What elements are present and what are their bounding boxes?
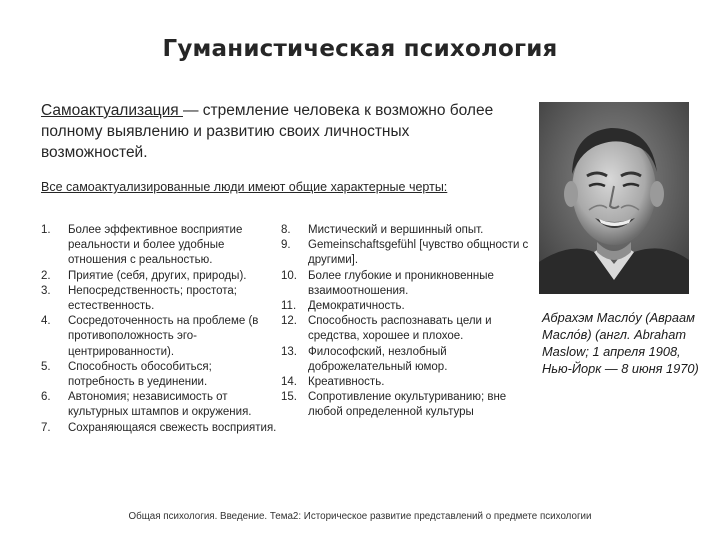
list-item-number: 8. <box>281 224 291 236</box>
list-item-text: Приятие (себя, других, природы). <box>68 269 247 282</box>
portrait-illustration <box>539 102 689 294</box>
list-item <box>41 421 281 436</box>
list-item-text: Gemeinschaftsgefühl [чувство общности с другими]. <box>308 239 529 267</box>
intro-term: Самоактуализация <box>41 102 183 119</box>
list-item-number: 4. <box>41 315 51 328</box>
list-item-text: Демократичность. <box>308 300 405 313</box>
list-item-text: Способность обособиться; потребность в уединении. <box>68 360 212 389</box>
list-item <box>41 314 281 360</box>
list-item-number: 9. <box>281 239 291 252</box>
list-item-text: Более эффективное восприятие реальности и более удобные отношения с реальностью. <box>68 224 243 267</box>
list-item-number: 1. <box>41 224 51 236</box>
list-item <box>281 269 531 299</box>
portrait-photo <box>539 102 689 294</box>
list-item-number: 2. <box>41 269 51 282</box>
list-item-number: 15. <box>281 391 297 404</box>
traits-list-left <box>41 223 281 436</box>
list-item-number: 5. <box>41 360 51 373</box>
list-item-number: 3. <box>41 284 51 297</box>
list-item-text: Более глубокие и проникновенные взаимоотношения. <box>308 269 494 297</box>
list-item-number: 12. <box>281 315 297 328</box>
portrait-caption: Абрахэм Масло́у (Авраам Масло́в) (англ. Abraham Maslow; 1 апреля 1908, Нью-Йорк — 8 июня 1970) <box>542 310 699 376</box>
intro-definition <box>41 100 511 163</box>
list-item-text: Сохраняющаяся свежесть восприятия. <box>68 421 277 434</box>
list-item <box>281 314 531 344</box>
list-item <box>41 390 281 420</box>
slide-title: Гуманистическая психология <box>162 36 558 62</box>
list-item <box>281 223 531 238</box>
list-item-text: Способность распознавать цели и средства, хорошее и плохое. <box>308 315 492 343</box>
list-item <box>281 375 531 390</box>
common-traits-heading: Все самоактуализированные люди имеют общие характерные черты: <box>41 180 448 194</box>
list-item <box>281 390 531 420</box>
list-item-number: 6. <box>41 391 51 404</box>
list-item-text: Сосредоточенность на проблеме (в противоположность эго-центрированности). <box>68 315 259 358</box>
list-item-number: 11. <box>281 300 297 313</box>
list-item-number: 14. <box>281 376 297 389</box>
list-item <box>41 284 281 314</box>
list-item <box>281 345 531 375</box>
slide-footer: Общая психология. Введение. Тема2: Историческое развитие представлений о предмете психологии <box>128 511 592 522</box>
list-item-number: 7. <box>41 421 51 434</box>
list-item-text: Философский, незлобный доброжелательный юмор. <box>308 345 448 373</box>
list-item-text: Сопротивление окультуриванию; вне любой определенной культуры <box>308 391 507 419</box>
list-item <box>281 238 531 268</box>
list-item-text: Креативность. <box>308 376 385 389</box>
list-item <box>281 299 531 314</box>
list-item-number: 10. <box>281 269 297 282</box>
traits-list-right <box>281 223 531 421</box>
list-item-text: Автономия; независимость от культурных штампов и окружения. <box>68 391 252 419</box>
list-item <box>41 269 281 284</box>
list-item-number: 13. <box>281 345 297 358</box>
list-item-text: Непосредственность; простота; естественность. <box>68 284 237 313</box>
list-item-text: Мистический и вершинный опыт. <box>308 224 484 236</box>
intro-definition-text: — стремление человека к возможно более полному выявлению и развитию своих личностных возможностей. <box>41 102 494 161</box>
list-item <box>41 360 281 390</box>
list-item <box>41 223 281 269</box>
